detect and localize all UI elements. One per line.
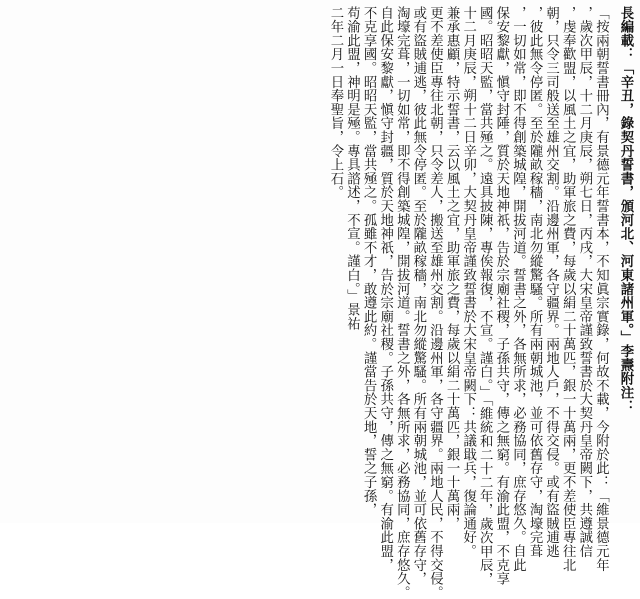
text-column-3: ，歲次甲辰，十二月庚辰，朔七日，丙戌，大宋皇帝謹致誓書於大契丹皇帝闕下，共遵誠信 — [576, 6, 592, 558]
text-column-5: 朝，只令三司般送至雄州交割。沿邊州軍，各守疆界。兩地人戶，不得交侵。或有盜賊逋逃 — [543, 6, 559, 558]
text-column-9: 國。昭昭天監，當共殛之。遠具披陳，專俟報復，不宣。謹白。」「維統和二十二年，歲次甲辰， — [477, 6, 493, 586]
text-column-15: 自此保安黎獻，愼守封疆，質於天地神祇，告於宗廟社稷。子孫共守，傳之無窮。有渝此盟， — [377, 6, 393, 572]
text-column-1: 長編載：「辛丑，錄契丹誓書，頒河北、河東諸州軍。」李燾附注： — [618, 6, 634, 414]
text-column-16: 不克享國。昭昭天監，當共殛之。孤雖不才，敢遵此約。謹當告於天地，誓之子孫， — [361, 6, 377, 517]
text-column-8: 保安黎獻，愼守封陲，質於天地神祇，告於宗廟社稷，子孫共守，傳之無窮。有渝此盟，不克享 — [493, 6, 509, 586]
text-column-14: 淘壕完葺，一切如常，即不得創築城隍，開拔河道。誓書之外，各無所求，必務協同，庶存悠久。 — [394, 6, 410, 599]
text-column-7: ，一切如常，即不得創築城隍，開拔河道。誓書之外，各無所求，必務協同，庶存悠久。自此 — [510, 6, 526, 572]
text-column-17: 苟渝此盟，神明是殛。專具諮述，不宣。謹白。」景祐 — [344, 6, 360, 331]
text-column-2: 「按兩朝誓書冊內，有景德元年誓書本，不知眞宗實錄，何故不載，今附於此：「維景德元年 — [593, 6, 609, 572]
text-column-6: ，彼此無令停匿。至於隴畝稼穡，南北勿縱驚騷。所有兩朝城池，並可依舊存守，淘壕完葺 — [527, 6, 543, 558]
text-column-10: 十二月庚辰，朔十二日辛卯，大契丹皇帝謹致誓書於大宋皇帝闕下：共議戢兵，復論通好。 — [460, 6, 476, 558]
text-column-4: ，虔奉歡盟，以風土之宜，助軍旅之費，每歲以絹二十萬匹，銀一十萬兩，更不差使臣專往北 — [560, 6, 576, 572]
text-column-18: 二年二月一日奉聖旨，令上石。 — [327, 6, 343, 200]
column-spacer — [608, 6, 617, 514]
text-column-11: 兼承惠顧，特示誓書，云以風土之宜，助軍旅之費，每歲以絹二十萬匹，銀一十萬兩， — [444, 6, 460, 531]
vertical-text-body — [326, 6, 634, 599]
text-column-12: 更不差使臣專往北朝，只令差人，搬送至雄州交割。沿邊州軍，各守疆界。兩地人民，不得交侵。 — [427, 6, 443, 599]
text-column-13: 或有盜賊逋逃，彼此無令停匿。至於隴畝稼穡，南北勿縱驚騷。所有兩朝城池，並可依舊存守， — [410, 6, 426, 586]
